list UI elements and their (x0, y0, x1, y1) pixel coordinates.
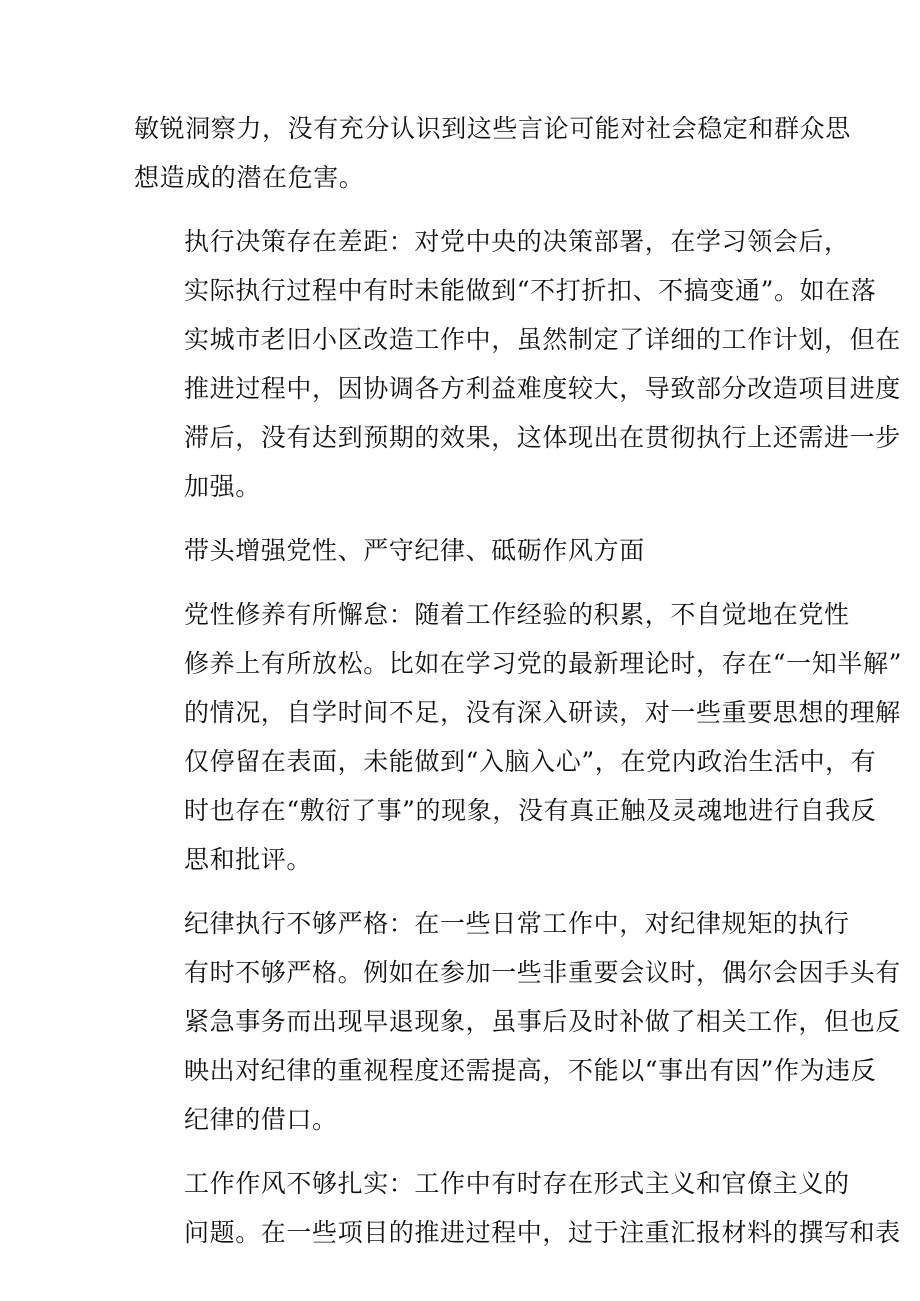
text-line: 想造成的潜在危害。 (134, 163, 365, 192)
heading-text: 带头增强党性、严守纪律、砥砺作风方面 (184, 536, 645, 565)
text-line: 思和批评。 (184, 845, 313, 874)
text-line: 纪律的借口。 (184, 1105, 338, 1134)
text-line: 修养上有所放松。比如在学习党的最新理论时，存在“一知半解” (184, 649, 902, 678)
text-line: 映出对纪律的重视程度还需提高，不能以“事出有因”作为违反 (184, 1056, 877, 1085)
text-line: 实城市老旧小区改造工作中，虽然制定了详细的工作计划，但在 (184, 325, 901, 354)
text-line: 有时不够严格。例如在参加一些非重要会议时，偶尔会因手头有 (184, 958, 901, 987)
text-line: 敏锐洞察力，没有充分认识到这些言论可能对社会稳定和群众思 (134, 114, 851, 143)
section-heading (134, 526, 789, 575)
paragraph-discipline (134, 899, 901, 1144)
paragraph-party-spirit (134, 590, 902, 884)
paragraph-work-style (134, 1159, 901, 1257)
text-line: 实际执行过程中有时未能做到“不打折扣、不搞变通”。如在落 (184, 276, 877, 305)
text-line: 的情况，自学时间不足，没有深入研读，对一些重要思想的理解 (184, 698, 901, 727)
text-line: 滞后，没有达到预期的效果，这体现出在贯彻执行上还需进一步 (184, 423, 901, 452)
text-line: 工作作风不够扎实：工作中有时存在形式主义和官僚主义的 (184, 1169, 850, 1198)
document-body (134, 104, 902, 1272)
paragraph-continued-risk (134, 104, 851, 202)
text-line: 问题。在一些项目的推进过程中，过于注重汇报材料的撰写和表 (184, 1218, 901, 1247)
text-line: 执行决策存在差距：对党中央的决策部署，在学习领会后， (184, 227, 850, 256)
text-line: 纪律执行不够严格：在一些日常工作中，对纪律规矩的执行 (184, 909, 850, 938)
text-line: 时也存在“敷衍了事”的现象，没有真正触及灵魂地进行自我反 (184, 796, 877, 825)
text-line: 党性修养有所懈怠：随着工作经验的积累，不自觉地在党性 (184, 600, 850, 629)
paragraph-decision-execution (134, 217, 901, 511)
text-line: 紧急事务而出现早退现象，虽事后及时补做了相关工作，但也反 (184, 1007, 901, 1036)
text-line: 仅停留在表面，未能做到“入脑入心”，在党内政治生活中，有 (184, 747, 877, 776)
text-line: 推进过程中，因协调各方利益难度较大，导致部分改造项目进度 (184, 374, 901, 403)
text-line: 加强。 (184, 472, 261, 501)
